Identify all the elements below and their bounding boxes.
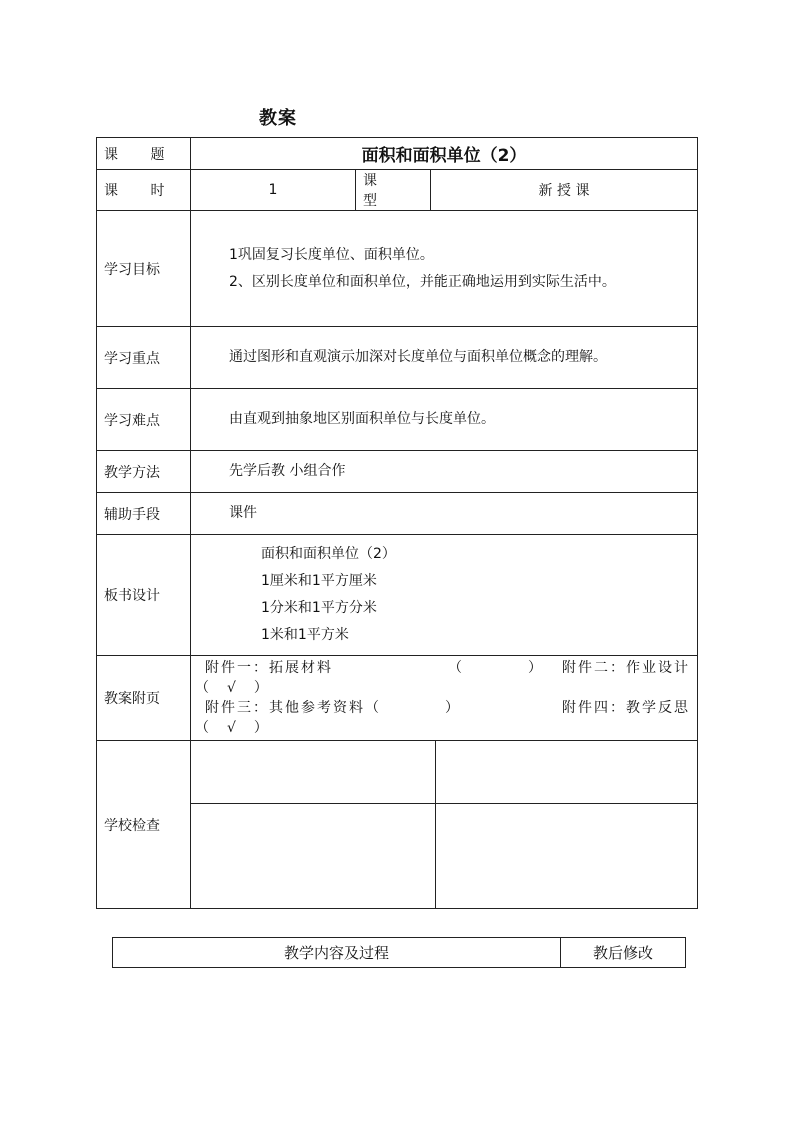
check-cell-4	[435, 803, 697, 908]
school-check-grid	[191, 741, 697, 908]
difficulty-row	[97, 389, 698, 451]
school-check-label: 学校检查	[97, 741, 191, 909]
content-process-header: 教学内容及过程	[113, 938, 561, 968]
type-label: 课 型	[356, 170, 431, 211]
aids-content: 课件	[191, 493, 698, 535]
goal-line-2: 2、区别长度单位和面积单位，并能正确地运用到实际生活中。	[229, 273, 616, 290]
attachment-3-paren: （ ）	[365, 700, 461, 716]
process-header-row	[113, 938, 686, 968]
attachments-content	[191, 656, 698, 741]
attachments-line-2	[205, 698, 690, 718]
revise-header: 教后修改	[561, 938, 686, 968]
method-row	[97, 451, 698, 493]
check-cell-1	[191, 741, 435, 803]
attachments-label: 教案附页	[97, 656, 191, 741]
focus-content: 通过图形和直观演示加深对长度单位与面积单位概念的理解。	[191, 327, 698, 389]
lesson-plan-table	[96, 137, 698, 909]
attachments-line-1	[205, 658, 690, 678]
board-line-1: 面积和面积单位（2）	[261, 546, 396, 562]
difficulty-content: 由直观到抽象地区别面积单位与长度单位。	[191, 389, 698, 451]
board-line-4: 1米和1平方米	[261, 627, 349, 643]
hours-row	[97, 170, 698, 211]
document-title: 教案	[259, 108, 297, 129]
goal-line-1: 1巩固复习长度单位、面积单位。	[229, 246, 434, 263]
focus-row	[97, 327, 698, 389]
check-cell-3	[191, 803, 435, 908]
attachment-1-paren: （ ）	[448, 660, 544, 676]
attachment-2-paren: （ √ ）	[195, 680, 270, 696]
board-content	[191, 535, 698, 656]
topic-value: 面积和面积单位（2）	[191, 138, 698, 170]
attachment-3: 附件三：其他参考资料	[205, 700, 365, 716]
attachments-row	[97, 656, 698, 741]
method-content: 先学后教 小组合作	[191, 451, 698, 493]
attachment-4-paren: （ √ ）	[195, 720, 270, 736]
goals-row	[97, 211, 698, 327]
goals-content	[191, 211, 698, 327]
aids-label: 辅助手段	[97, 493, 191, 535]
board-line-2: 1厘米和1平方厘米	[261, 573, 377, 589]
difficulty-label: 学习难点	[97, 389, 191, 451]
attachment-2: 附件二：作业设计	[562, 660, 690, 676]
goals-label: 学习目标	[97, 211, 191, 327]
topic-label: 课 题	[97, 138, 191, 170]
attachment-4: 附件四：教学反思	[562, 700, 690, 716]
check-cell-2	[435, 741, 697, 803]
type-value: 新 授 课	[431, 170, 698, 211]
hours-label: 课 时	[97, 170, 191, 211]
board-line-3: 1分米和1平方分米	[261, 600, 377, 616]
board-label: 板书设计	[97, 535, 191, 656]
school-check-grid-cell	[191, 741, 698, 909]
attachment-1: 附件一：拓展材料	[205, 660, 333, 676]
hours-value: 1	[191, 170, 356, 211]
focus-label: 学习重点	[97, 327, 191, 389]
method-label: 教学方法	[97, 451, 191, 493]
aids-row	[97, 493, 698, 535]
topic-row	[97, 138, 698, 170]
process-table	[112, 937, 686, 968]
board-row	[97, 535, 698, 656]
school-check-row	[97, 741, 698, 909]
